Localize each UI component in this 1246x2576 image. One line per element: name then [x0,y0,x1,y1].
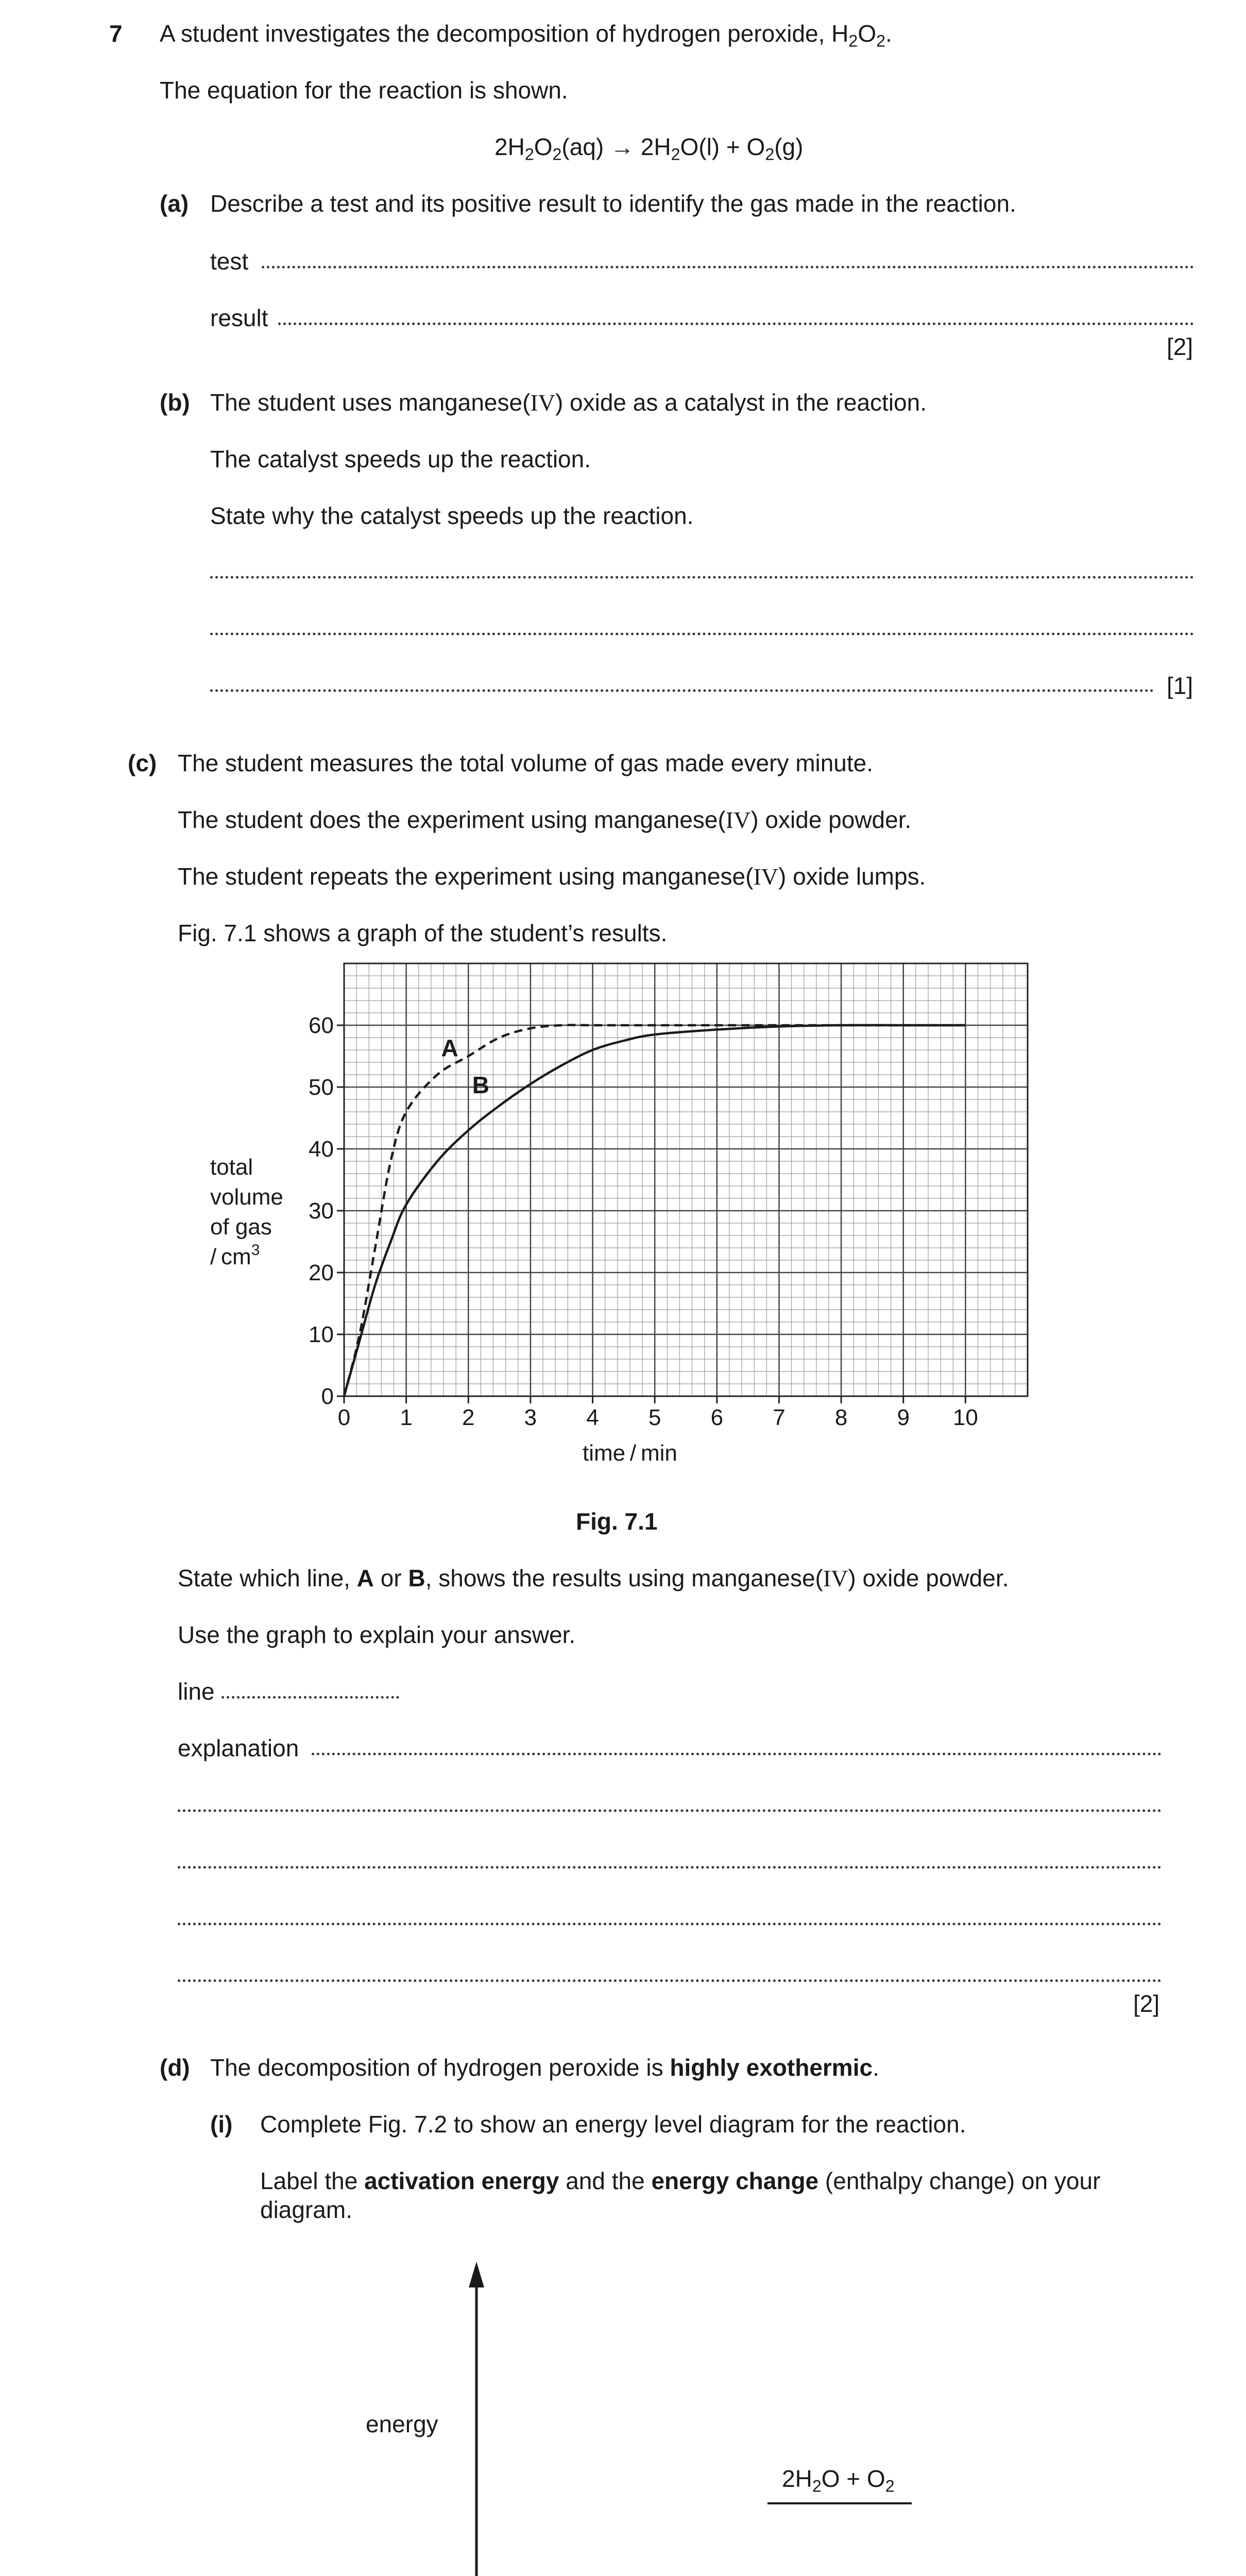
chart-axes [337,963,1028,1403]
part-c-line3: The student repeats the experiment using manganese(IV) oxide lumps. [178,863,926,890]
part-d-i-line2: Label the activation energy and the energy change (enthalpy change) on your [260,2167,1101,2194]
energy-axis-arrow-icon [469,2262,484,2287]
part-d-intro: The decomposition of hydrogen peroxide is highly exothermic. [210,2054,879,2081]
x-tick-label: 3 [524,1405,537,1430]
line-label: line [178,1678,215,1705]
x-tick-label: 10 [952,1405,978,1430]
test-label: test [210,248,249,275]
x-tick-label: 5 [648,1405,661,1430]
result-answer-line[interactable] [278,323,1194,325]
y-tick-label: 10 [309,1322,334,1347]
explanation-line-1[interactable] [312,1753,1162,1755]
part-b-answer-line-2[interactable] [210,633,1194,635]
products-label: $2H_2O + O_2$ [782,2465,895,2496]
part-d-i-label: (i) [210,2111,233,2138]
explanation-line-4[interactable] [178,1923,1162,1925]
part-b-answer-line-3[interactable] [210,689,1154,692]
question-intro: A student investigates the decomposition of hydrogen peroxide, $H_2O_2$. [160,20,892,50]
x-tick-label: 2 [462,1405,475,1430]
part-b-line3: State why the catalyst speeds up the reaction. [210,502,694,529]
y-tick-label: 30 [309,1198,334,1224]
equation-intro: The equation for the reaction is shown. [160,77,568,104]
chart-tick-labels [309,1013,978,1430]
y-axis-label: volume [210,1184,283,1210]
part-c-line2: The student does the experiment using manganese(IV) oxide powder. [178,806,912,833]
explanation-label: explanation [178,1735,299,1761]
x-tick-label: 0 [337,1405,351,1430]
x-tick-label: 8 [834,1405,848,1430]
part-b-label: (b) [160,389,190,416]
state-which-line: State which line, A or B, shows the results using manganese(IV) oxide powder. [178,1565,1009,1591]
y-tick-label: 60 [309,1013,334,1038]
part-c-label: (c) [128,750,157,776]
y-axis-label: total [210,1155,253,1180]
x-tick-label: 1 [400,1405,413,1430]
chart-major-grid [344,963,1028,1396]
y-axis-label: of gas [210,1214,272,1240]
x-tick-label: 4 [586,1405,599,1430]
explanation-line-3[interactable] [178,1866,1162,1869]
energy-level-diagram[interactable] [0,2226,1246,2576]
x-axis-label: time / min [582,1440,677,1463]
y-axis-label: / $cm^3$ [210,1242,260,1269]
part-a-marks: [2] [1167,333,1193,360]
part-b-marks: [1] [1167,672,1193,699]
part-d-i-line3: diagram. [260,2196,352,2223]
explanation-line-2[interactable] [178,1809,1162,1812]
use-graph-text: Use the graph to explain your answer. [178,1621,576,1648]
part-d-i-text: Complete Fig. 7.2 to show an energy level diagram for the reaction. [260,2111,966,2138]
part-c-line1: The student measures the total volume of gas made every minute. [178,750,874,776]
part-a-text: Describe a test and its positive result to identify the gas made in the reaction. [210,190,1016,217]
y-tick-label: 40 [309,1137,334,1162]
gas-volume-chart [0,948,1246,1463]
part-c-line4: Fig. 7.1 shows a graph of the student’s results. [178,920,668,946]
part-a-label: (a) [160,190,189,217]
series-label-a: A [441,1035,458,1061]
x-tick-label: 7 [773,1405,786,1430]
x-tick-label: 6 [710,1405,724,1430]
reaction-equation: $2H_2O_2(aq) \to 2H_2O(l) + O_2(g)$ [494,133,804,164]
y-tick-label: 20 [309,1260,334,1285]
energy-axis-label: energy [366,2411,438,2437]
chart-minor-grid [344,963,1028,1396]
x-tick-label: 9 [897,1405,910,1430]
part-c-marks: [2] [1133,1990,1160,2017]
y-tick-label: 0 [321,1384,334,1409]
chart-frame [344,963,1028,1396]
series-label-b: B [472,1072,490,1098]
result-label: result [210,304,268,331]
question-number: 7 [109,20,123,47]
test-answer-line[interactable] [262,266,1194,268]
part-d-label: (d) [160,2054,190,2081]
explanation-line-5[interactable] [178,1979,1162,1982]
part-b-answer-line-1[interactable] [210,576,1194,579]
y-axis-label-superscript: 3 [251,1242,260,1259]
fig-7-1-caption: Fig. 7.1 [576,1508,658,1535]
part-b-line1: The student uses manganese(IV) oxide as a catalyst in the reaction. [210,389,927,416]
y-tick-label: 50 [309,1075,334,1100]
line-answer-field[interactable] [221,1696,399,1699]
part-b-line2: The catalyst speeds up the reaction. [210,446,591,472]
